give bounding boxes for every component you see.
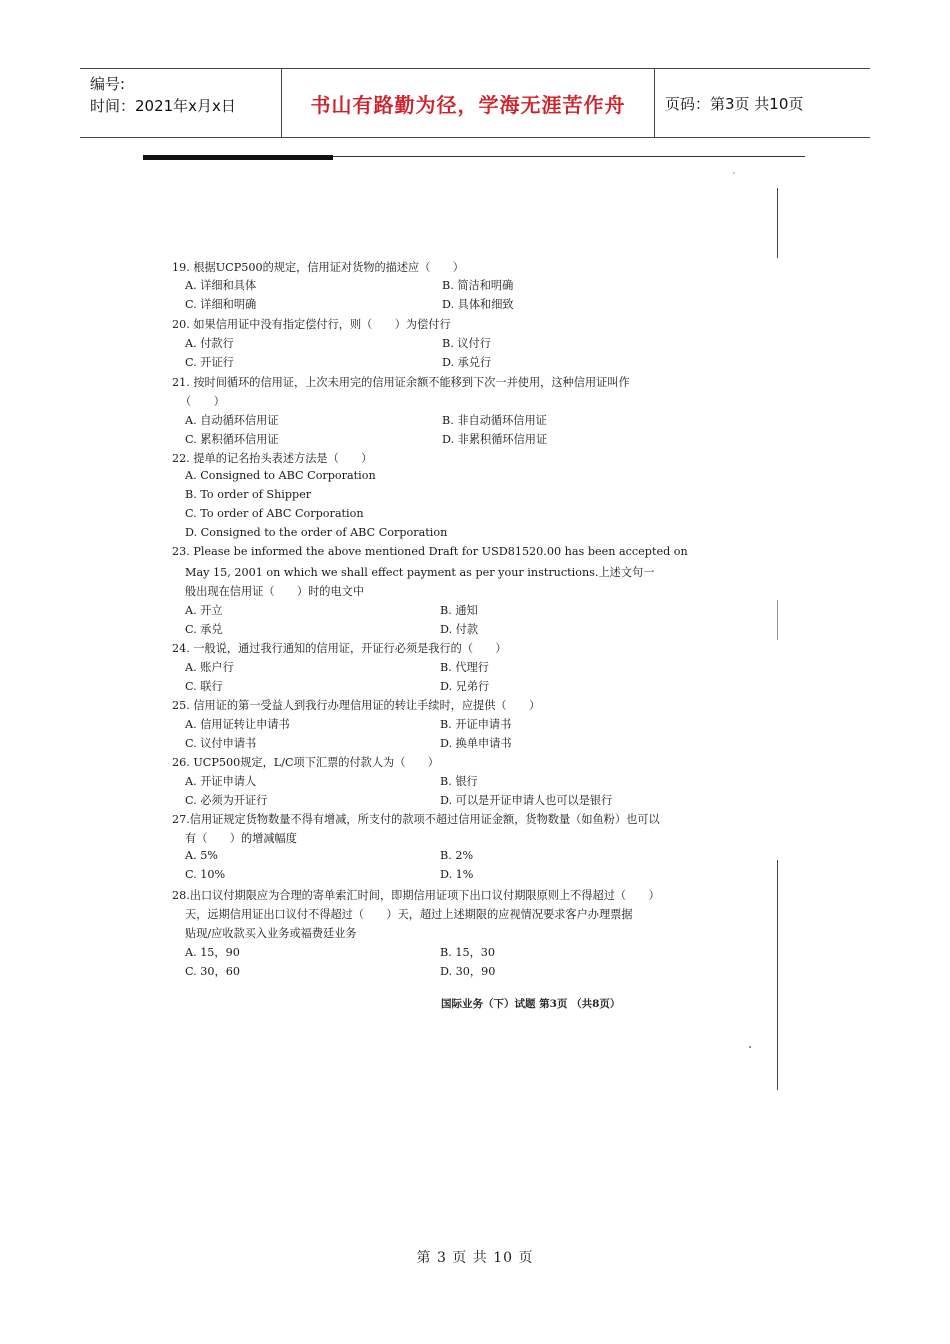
scan-speck [749, 1046, 751, 1048]
option-b: B. To order of Shipper [185, 488, 312, 501]
option-b: B. 银行 [440, 775, 478, 788]
question-19-stem: 19. 根据UCP500的规定，信用证对货物的描述应（ ） [172, 261, 464, 274]
question-28-stem-line-3: 贴现/应收款买入业务或福费廷业务 [185, 927, 357, 940]
option-b: B. 通知 [440, 604, 478, 617]
option-a: A. 信用证转让申请书 [185, 718, 290, 731]
option-d: D. 30，90 [440, 965, 496, 978]
question-21-stem-line-1: 21. 按时间循环的信用证，上次未用完的信用证余额不能移到下次一并使用，这种信用证叫作 [172, 376, 630, 389]
option-c: C. 联行 [185, 680, 223, 693]
option-a: A. 开立 [185, 604, 223, 617]
header-meta [80, 69, 282, 137]
option-a: A. 15，90 [185, 946, 240, 959]
option-a: A. Consigned to ABC Corporation [185, 469, 376, 482]
question-28-stem-line-1: 28.出口议付期限应为合理的寄单索汇时间，即期信用证项下出口议付期限原则上不得超过（ ） [172, 889, 660, 902]
question-24-stem: 24. 一般说，通过我行通知的信用证，开证行必须是我行的（ ） [172, 642, 507, 655]
page-number: 第 3 页 共 10 页 [416, 1250, 534, 1266]
option-c: C. 议付申请书 [185, 737, 257, 750]
option-d: D. Consigned to the order of ABC Corporation [185, 526, 448, 539]
question-27-stem-line-2: 有（ ）的增减幅度 [185, 832, 297, 845]
option-c: C. To order of ABC Corporation [185, 507, 364, 520]
option-d: D. 换单申请书 [440, 737, 512, 750]
question-23-stem-line-1: 23. Please be informed the above mentioned Draft for USD81520.00 has been accepted on [172, 545, 688, 558]
option-a: A. 5% [185, 849, 218, 862]
option-c: C. 累积循环信用证 [185, 433, 279, 446]
option-c: C. 开证行 [185, 356, 234, 369]
option-b: B. 开证申请书 [440, 718, 512, 731]
option-d: D. 非累积循环信用证 [442, 433, 548, 446]
option-c: C. 承兑 [185, 623, 223, 636]
option-d: D. 1% [440, 868, 474, 881]
option-a: A. 付款行 [185, 337, 234, 350]
scan-speck [733, 172, 735, 174]
scan-edge-line [777, 188, 778, 258]
option-c: C. 30，60 [185, 965, 240, 978]
question-26-stem: 26. UCP500规定，L/C项下汇票的付款人为（ ） [172, 756, 439, 769]
option-a: A. 详细和具体 [185, 279, 257, 292]
option-d: D. 可以是开证申请人也可以是银行 [440, 794, 613, 807]
question-27-stem-line-1: 27.信用证规定货物数量不得有增减，所支付的款项不超过信用证金额，货物数量（如鱼粉）也可以 [172, 813, 660, 826]
option-a: A. 自动循环信用证 [185, 414, 279, 427]
document-header [80, 68, 870, 138]
option-a: A. 账户行 [185, 661, 234, 674]
time-label: 时间：2021年x月x日 [90, 97, 236, 115]
scan-top-rule [143, 155, 805, 159]
option-b: B. 2% [440, 849, 474, 862]
question-20-stem: 20. 如果信用证中没有指定偿付行，则（ ）为偿付行 [172, 318, 451, 331]
exam-footer-note: 国际业务（下）试题 第3页 （共8页） [441, 998, 621, 1010]
option-b: B. 15，30 [440, 946, 495, 959]
scan-edge-line [777, 860, 778, 1090]
question-22-stem: 22. 提单的记名抬头表述方法是（ ） [172, 452, 373, 465]
question-23-stem-line-3: 般出现在信用证（ ）时的电文中 [185, 585, 365, 598]
option-c: C. 详细和明确 [185, 298, 257, 311]
option-b: B. 简洁和明确 [442, 279, 514, 292]
question-21-stem-line-2: （ ） [180, 395, 225, 408]
option-d: D. 兄弟行 [440, 680, 490, 693]
option-b: B. 代理行 [440, 661, 489, 674]
number-label: 编号: [90, 75, 126, 93]
option-a: A. 开证申请人 [185, 775, 257, 788]
option-b: B. 非自动循环信用证 [442, 414, 547, 427]
option-b: B. 议付行 [442, 337, 491, 350]
rule-thick [143, 155, 333, 160]
option-c: C. 必须为开证行 [185, 794, 268, 807]
option-d: D. 付款 [440, 623, 479, 636]
option-c: C. 10% [185, 868, 226, 881]
question-25-stem: 25. 信用证的第一受益人到我行办理信用证的转让手续时，应提供（ ） [172, 699, 541, 712]
option-d: D. 具体和细致 [442, 298, 514, 311]
question-23-stem-line-2: May 15, 2001 on which we shall effect payment as per your instructions.上述文句一 [185, 566, 655, 579]
scan-edge-line [777, 600, 778, 640]
header-page-label: 页码：第3页 共10页 [665, 94, 804, 113]
question-28-stem-line-2: 天，远期信用证出口议付不得超过（ ）天，超过上述期限的应视情况要求客户办理票据 [185, 908, 633, 921]
header-motto: 书山有路勤为径，学海无涯苦作舟 [282, 69, 655, 137]
option-d: D. 承兑行 [442, 356, 492, 369]
